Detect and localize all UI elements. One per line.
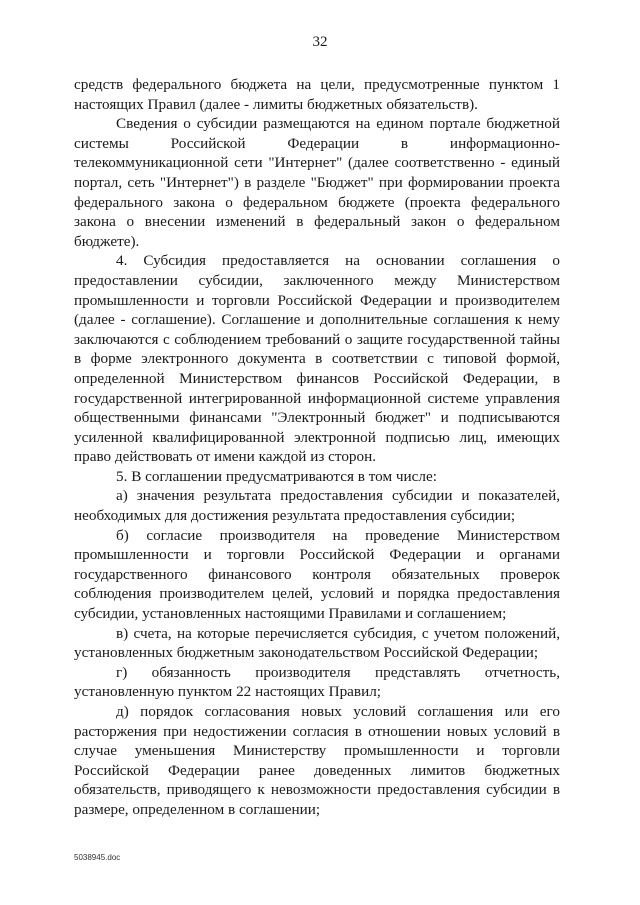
paragraph-subitem-g: г) обязанность производителя представлять отчетность, установленную пунктом 22 настоящих Правил; xyxy=(74,663,560,701)
paragraph-subitem-v: в) счета, на которые перечисляется субсидия, с учетом положений, установленных бюджетным законодательством Российской Федерации; xyxy=(74,624,560,662)
paragraph-subitem-a: а) значения результата предоставления субсидии и показателей, необходимых для достижения результата предоставления субсидии; xyxy=(74,487,560,525)
paragraph-subitem-d: д) порядок согласования новых условий соглашения или его расторжения при недостижении согласия в отношении новых условий в случае уменьшения Министерству промышленности и торговли Российской Федерации ранее доведенных лимитов бюджетных обязательств, приводящего к невозможности предоставления субсидии в размере, определенном в соглашении; xyxy=(74,703,560,818)
document-file-id: 5038945.doc xyxy=(74,853,121,862)
page-number: 32 xyxy=(312,34,328,50)
paragraph-continuation: средств федерального бюджета на цели, предусмотренные пунктом 1 настоящих Правил (далее - лимиты бюджетных обязательств). xyxy=(74,76,560,113)
paragraph-subsidy-info: Сведения о субсидии размещаются на едином портале бюджетной системы Российской Федерации в информационно-телекоммуникационной сети "Интернет" (далее соответственно - единый портал, сеть "Интернет") в разделе "Бюджет" при формировании проекта федерального закона о федеральном бюджете (проекта федерального закона о внесении изменений в федеральный закон о федеральном бюджете). xyxy=(74,115,560,250)
paragraph-item-4: 4. Субсидия предоставляется на основании соглашения о предоставлении субсидии, заключенного между Министерством промышленности и торговли Российской Федерации и производителем (далее - соглашение). Соглашение и дополнительные соглашения к нему заключаются с соблюдением требований о защите государственной тайны в форме электронного документа в соответствии с типовой формой, определенной Министерством финансов Российской Федерации, в государственной интегрированной информационной системе управления общественными финансами "Электронный бюджет" и подписываются усиленной квалифицированной электронной подписью лиц, имеющих право действовать от имени каждой из сторон. xyxy=(74,252,560,466)
document-body xyxy=(74,75,560,820)
paragraph-item-5: 5. В соглашении предусматриваются в том числе: xyxy=(116,467,437,485)
paragraph-subitem-b: б) согласие производителя на проведение Министерством промышленности и торговли Российской Федерации и органами государственного финансового контроля обязательных проверок соблюдения производителем целей, условий и порядка предоставления субсидии, установленных настоящими Правилами и соглашением; xyxy=(74,526,560,623)
